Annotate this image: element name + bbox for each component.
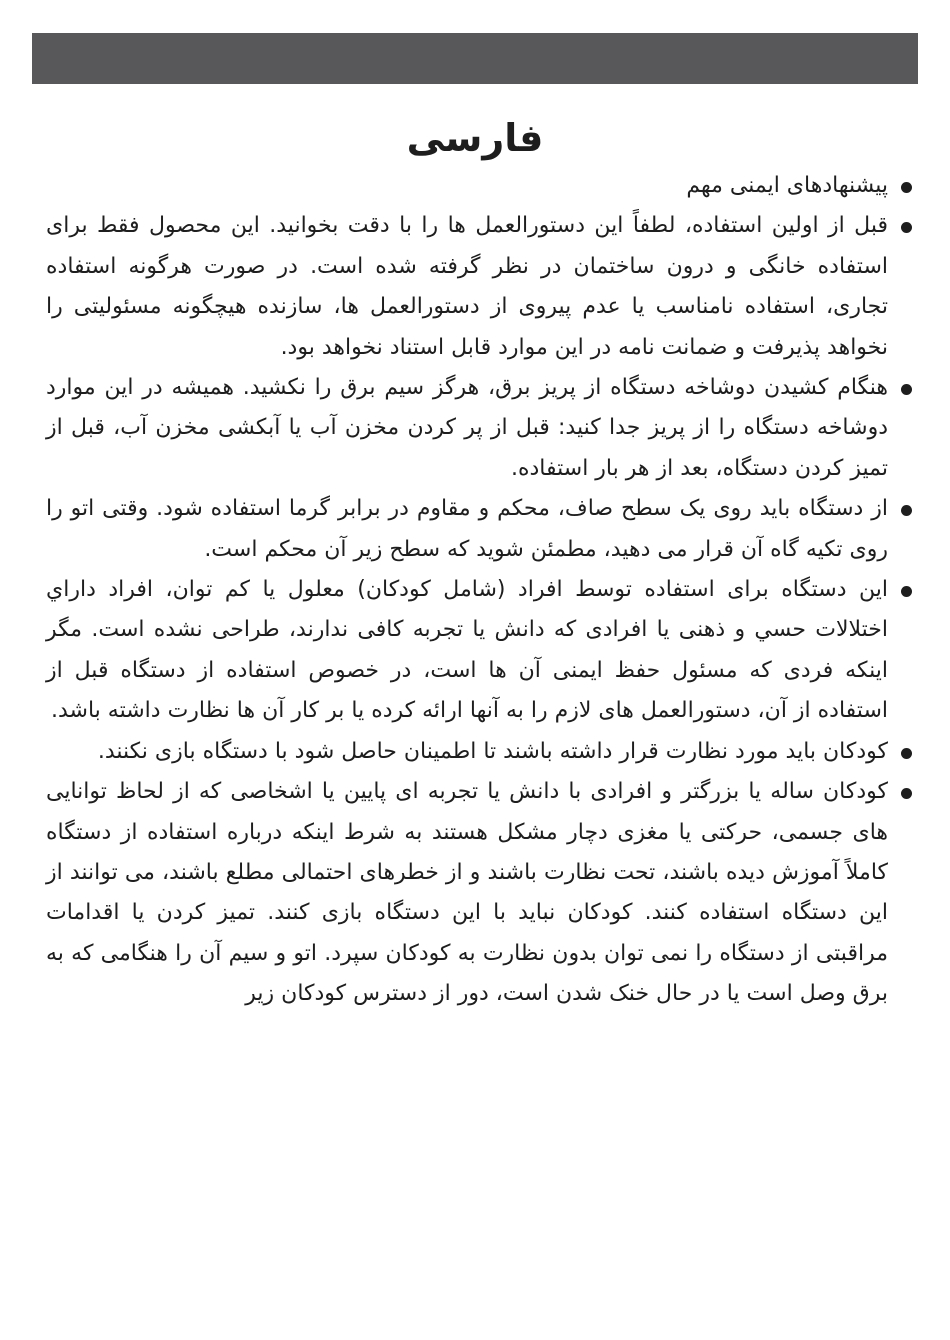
list-item: [38, 166, 918, 206]
bullet-icon: [901, 222, 912, 233]
list-item-text: هنگام کشیدن دوشاخه دستگاه از پریز برق، هرگز سیم برق را نکشید. همیشه در این موارد دوشاخه دستگاه را از پریز جدا کنید: قبل از پر کردن مخزن آب یا آبکشی مخزن آب، قبل از تمیز کردن دستگاه، بعد از هر بار استفاده.: [46, 375, 888, 481]
safety-list: [38, 166, 918, 1015]
list-item: [38, 489, 918, 570]
list-item: [38, 206, 918, 368]
document-body: [38, 166, 918, 1015]
list-item-text: کودکان ساله یا بزرگتر و افرادی با دانش یا تجربه ای پایین یا اشخاصی که از لحاظ توانایی های جسمی، حرکتی یا مغزی دچار مشکل هستند به شرط اینکه درباره استفاده از دستگاه کاملاً آموزش دیده باشند، تحت نظارت باشند و از خطرهای احتمالی مطلع باشند، می توانند از این دستگاه استفاده کنند. کودکان نباید با این دستگاه بازی کنند. تمیز کردن یا اقدامات مراقبتی از دستگاه را نمی توان بدون نظارت به کودکان سپرد. اتو و سیم آن را هنگامی که به برق وصل است یا در حال خنک شدن است، دور از دسترس کودکان زیر: [46, 779, 888, 1007]
bullet-icon: [901, 788, 912, 799]
bullet-icon: [901, 182, 912, 193]
list-item-text: قبل از اولین استفاده، لطفاً این دستورالعمل ها را با دقت بخوانید. این محصول فقط برای استفاده خانگی و درون ساختمان در نظر گرفته شده است. در صورت هرگونه استفاده تجاری، استفاده نامناسب یا عدم پیروی از دستورالعمل ها، سازنده هیچگونه مسئولیتی را نخواهد پذیرفت و ضمانت نامه در این موارد قابل استناد نخواهد بود.: [46, 213, 888, 360]
bullet-icon: [901, 505, 912, 516]
bullet-icon: [901, 748, 912, 759]
page-title: فارسی: [406, 116, 544, 160]
list-item-text: از دستگاه باید روی یک سطح صاف، محکم و مقاوم در برابر گرما استفاده شود. وقتی اتو را روی تکیه گاه آن قرار می دهید، مطمئن شوید که سطح زیر آن محکم است.: [46, 496, 888, 562]
list-item: [38, 732, 918, 772]
list-item-text: کودکان باید مورد نظارت قرار داشته باشند تا اطمینان حاصل شود با دستگاه بازی نکنند.: [97, 738, 888, 764]
list-item-text: این دستگاه برای استفاده توسط افراد (شامل کودکان) معلول یا کم توان، افراد داراي اختلالات حسي و ذهنی یا افرادی که دانش یا تجربه کافی ندارند، طراحی نشده است. مگر اینکه فردی که مسئول حفظ ایمنی آن ها است، در خصوص استفاده از دستگاه قبل از استفاده از آن، دستورالعمل های لازم را به آنها ارائه کرده یا بر کار آن ها نظارت داشته باشد.: [46, 577, 888, 724]
bullet-icon: [901, 586, 912, 597]
header-bar: [32, 33, 918, 84]
list-item: [38, 368, 918, 489]
list-item: [38, 570, 918, 732]
list-item: [38, 772, 918, 1014]
list-item-text: پیشنهادهای ایمنی مهم: [686, 173, 888, 198]
bullet-icon: [901, 384, 912, 395]
